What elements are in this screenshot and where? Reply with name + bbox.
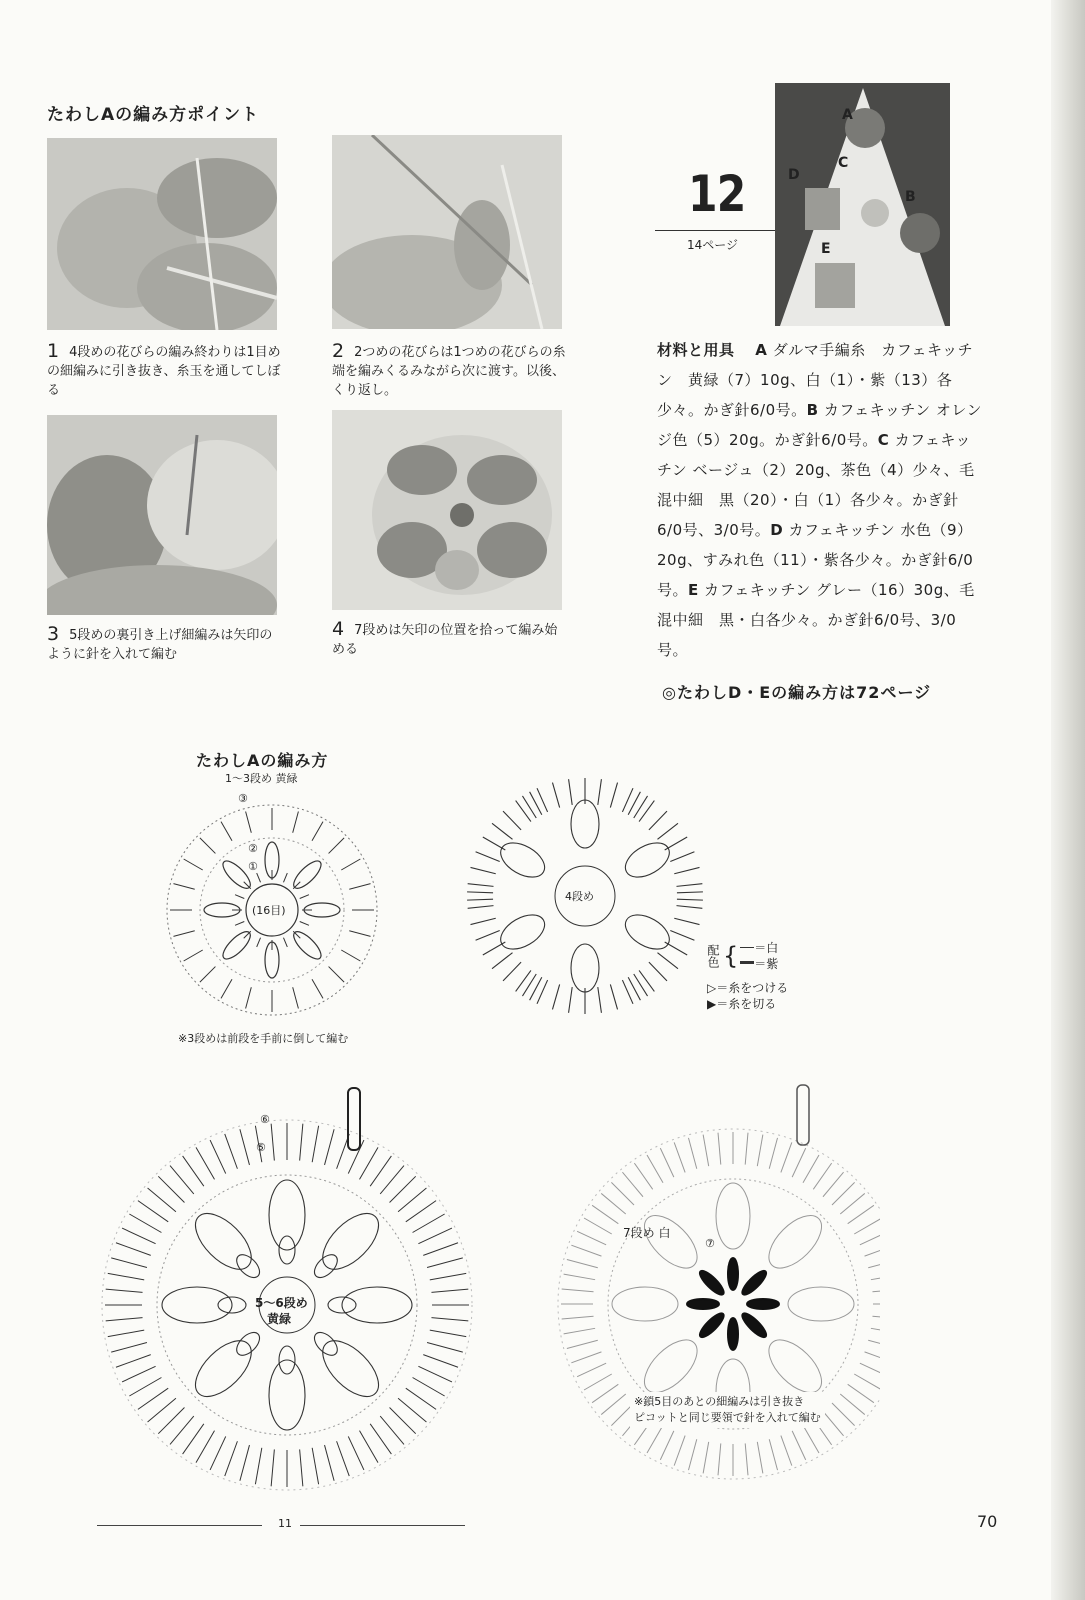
- petal-symbol: [313, 1331, 388, 1406]
- stitch-symbol: [341, 859, 360, 870]
- stitch-symbol: [745, 1443, 748, 1475]
- petal-symbol: [620, 836, 676, 884]
- stitch-symbol: [184, 950, 203, 961]
- stitch-symbol: [221, 979, 232, 998]
- stitch-symbol: [337, 1441, 350, 1476]
- petal-symbol: [186, 1331, 261, 1406]
- stitch-symbol: [577, 1231, 606, 1245]
- stitch-symbol: [380, 1416, 404, 1444]
- stitch-symbol: [246, 987, 252, 1008]
- stitch-symbol: [360, 1147, 379, 1179]
- stitch-symbol: [823, 1172, 844, 1197]
- materials-text: 材料と用具 A ダルマ手編糸 カフェキッチン 黄緑（7）10g、白（1）・紫（13）各少々。かぎ針6/0号。B カフェキッチン オレンジ色（5）20g。かぎ針6/0号。C カフェキッチン ベージュ（2）20g、茶色（4）少々、毛混中細 黒（20）・白（1）各少々。かぎ針6/0号、3/0号。D カフェキッチン 水色（9）20g、すみれ色（11）・紫各少々。かぎ針6/0号。E カフェキッチン グレー（16）30g、毛混中細 黒・白各少々。かぎ針6/0号、3/0号。: [657, 341, 982, 659]
- stitch-symbol: [138, 1388, 168, 1409]
- stitch-symbol: [757, 1442, 763, 1474]
- stitch-symbol: [312, 1448, 318, 1484]
- round56-color: 黄緑: [267, 1312, 292, 1326]
- stitch-symbol: [860, 1363, 880, 1377]
- stitch-symbol: [865, 1352, 880, 1363]
- stitch-symbol: [872, 1316, 880, 1319]
- stitch-symbol: [611, 1182, 634, 1205]
- petal-symbol: [571, 800, 599, 848]
- stitch-symbol: [312, 979, 323, 998]
- stitch-symbol: [406, 1201, 436, 1222]
- caption-step-4: 4 7段めは矢印の位置を拾って編み始める: [332, 618, 558, 657]
- chart-note-round3: ※3段めは前段を手前に倒して編む: [178, 1032, 349, 1045]
- stitch-symbol: [670, 852, 694, 862]
- stitch-symbol: [592, 1205, 618, 1223]
- stitch-symbol: [562, 1316, 594, 1319]
- stitch-symbol: [398, 1188, 426, 1212]
- petal-symbol: [495, 836, 551, 884]
- stitch-symbol: [283, 938, 287, 947]
- stitch-symbol: [468, 884, 494, 887]
- stitch-symbol: [300, 895, 309, 899]
- stitch-symbol: [601, 1193, 626, 1214]
- stitch-symbol: [503, 962, 521, 981]
- stitch-symbol: [360, 1431, 379, 1463]
- petal-symbol: [687, 1299, 719, 1309]
- stitch-symbol: [183, 1156, 204, 1186]
- stitch-symbol: [665, 837, 688, 850]
- stitch-symbol: [129, 1378, 161, 1397]
- petal-symbol: [788, 1287, 854, 1321]
- stitch-symbol: [677, 899, 703, 900]
- stitch-symbol: [657, 953, 677, 969]
- petal-symbol: [760, 1331, 831, 1402]
- stitch-symbol: [865, 1245, 880, 1256]
- petal-symbol: [620, 908, 676, 956]
- stitch-symbol: [871, 1328, 880, 1334]
- stitch-symbol: [840, 1193, 865, 1214]
- stitch-symbol: [516, 970, 531, 991]
- stitch-symbol: [380, 1166, 404, 1194]
- stitch-symbol: [138, 1201, 168, 1222]
- stitch-symbol: [431, 1289, 468, 1292]
- stitch-symbol: [832, 1182, 855, 1205]
- stitch-symbol: [665, 942, 688, 955]
- stitch-symbol: [349, 931, 370, 937]
- stitch-symbol: [173, 884, 194, 890]
- stitch-symbol: [803, 1425, 819, 1453]
- stitch-symbol: [522, 974, 536, 996]
- diagram-round-7: [535, 1082, 880, 1500]
- caption-step-3: 3 5段めの裏引き上げ細編みは矢印のように針を入れて編む: [47, 623, 273, 662]
- stitch-symbol: [703, 1442, 709, 1474]
- stitch-symbol: [703, 1135, 709, 1167]
- page-reference: 14ページ: [687, 238, 739, 252]
- stitch-symbol: [148, 1188, 176, 1212]
- stitch-symbol: [390, 1176, 416, 1202]
- stitch-symbol: [431, 1318, 468, 1321]
- petal-symbol: [635, 1206, 706, 1277]
- stitch-symbol: [200, 838, 216, 854]
- tree-photo: [775, 83, 950, 326]
- stitch-symbol: [111, 1258, 147, 1268]
- petal-symbol: [716, 1183, 750, 1249]
- stitch-symbol: [255, 1448, 261, 1484]
- stitch-symbol: [390, 1408, 416, 1434]
- stitch-symbol: [492, 953, 512, 969]
- stitch-symbol: [240, 1129, 250, 1165]
- stitch-symbol: [674, 1142, 685, 1172]
- diagram-round-4: [450, 758, 735, 1038]
- petal-symbol: [760, 1206, 831, 1277]
- stitch-symbol: [341, 950, 360, 961]
- stitch-symbol: [418, 1228, 452, 1244]
- stitch-symbol: [111, 1343, 147, 1353]
- stitch-symbol: [471, 918, 496, 924]
- petal-symbol: [739, 1268, 769, 1298]
- stitch-symbol: [718, 1133, 721, 1165]
- stitch-symbol: [860, 1231, 880, 1245]
- stitch-symbol: [349, 884, 370, 890]
- points-title: たわしAの編み方ポイント: [47, 105, 260, 125]
- stitch-symbol: [769, 1138, 777, 1169]
- color-legend: 配色 { ＝白 ＝紫 ▷＝糸をつける ▶＝糸を切る: [706, 941, 789, 1011]
- photo-step-3: [47, 415, 277, 615]
- stitch-symbol: [148, 1398, 176, 1422]
- petal-symbol: [269, 1360, 305, 1430]
- footer-rule-left: [97, 1525, 262, 1526]
- stitch-symbol: [823, 1411, 844, 1436]
- stitch-symbol: [832, 1403, 855, 1426]
- stitch-symbol: [840, 1394, 865, 1415]
- tree-label-c: C: [838, 155, 849, 171]
- stitch-symbol: [430, 1273, 466, 1279]
- stitch-symbol: [370, 1424, 391, 1454]
- stitch-symbol: [552, 984, 559, 1009]
- caption-step-1: 1 4段めの花びらの編み終わりは1目めの細編みに引き抜き、糸玉を通してしぼる: [47, 340, 281, 398]
- stitch-symbol: [200, 967, 216, 983]
- stitch-symbol: [564, 1274, 596, 1280]
- tree-label-b: B: [905, 189, 916, 205]
- stitch-symbol: [476, 852, 500, 862]
- stitch-symbol: [122, 1228, 156, 1244]
- stitch-symbol: [271, 1124, 274, 1161]
- stitch-symbol: [122, 1366, 156, 1382]
- tree-label-e: E: [821, 241, 831, 257]
- stitch-symbol: [471, 867, 496, 873]
- stitch-symbol: [225, 1134, 238, 1169]
- stitch-symbol: [872, 1289, 880, 1292]
- stitch-symbol: [571, 1245, 601, 1256]
- stitch-symbol: [569, 987, 573, 1013]
- stitch-symbol: [670, 930, 694, 940]
- stitch-symbol: [848, 1384, 874, 1402]
- center-label: (16目): [252, 904, 286, 917]
- petal-symbol: [269, 1180, 305, 1250]
- round-mark-5: ⑤: [256, 1141, 266, 1154]
- stitch-symbol: [564, 1328, 596, 1334]
- stitch-symbol: [674, 918, 699, 924]
- stitch-symbol: [240, 1445, 250, 1481]
- stitch-symbol: [610, 984, 617, 1009]
- stitch-symbol: [108, 1273, 144, 1279]
- stitch-symbol: [492, 823, 512, 839]
- stitch-symbol: [106, 1289, 143, 1292]
- stitch-symbol: [173, 931, 194, 937]
- stitch-symbol: [757, 1135, 763, 1167]
- stitch-symbol: [183, 1424, 204, 1454]
- stitch-symbol: [196, 1431, 215, 1463]
- stitch-symbol: [483, 837, 506, 850]
- stitch-symbol: [257, 873, 261, 882]
- stitch-symbol: [106, 1318, 143, 1321]
- cut-icon: ▶: [707, 997, 717, 1011]
- stitch-symbol: [293, 987, 299, 1008]
- page-spine-shadow: [1051, 0, 1085, 1600]
- round7-note: ※鎖5目のあとの細編みは引き抜き ピコットと同じ要領で針を入れて編む: [630, 1392, 825, 1428]
- page-number: 70: [977, 1512, 998, 1531]
- petal-symbol: [739, 1310, 769, 1340]
- stitch-symbol: [639, 970, 654, 991]
- stitch-symbol: [676, 884, 702, 887]
- stitch-symbol: [348, 1436, 364, 1470]
- photo-step-4: [332, 410, 562, 610]
- stitch-symbol: [584, 1374, 612, 1390]
- stitch-symbol: [418, 1366, 452, 1382]
- petal-symbol: [186, 1204, 261, 1279]
- stitch-symbol: [293, 811, 299, 832]
- legend-purple: ＝紫: [754, 957, 779, 971]
- stitch-symbol: [745, 1133, 748, 1165]
- item-number-rule: [655, 230, 775, 231]
- chart-subtitle: 1〜3段め 黄緑: [225, 772, 298, 785]
- stitch-symbol: [467, 899, 493, 900]
- stitch-symbol: [584, 1218, 612, 1234]
- round-mark-2: ②: [248, 842, 258, 855]
- stitch-symbol: [312, 822, 323, 841]
- stitch-symbol: [803, 1155, 819, 1183]
- stitch-symbol: [325, 1129, 335, 1165]
- stitch-symbol: [868, 1259, 880, 1267]
- stitch-symbol: [170, 1166, 194, 1194]
- materials-label: 材料と用具: [657, 341, 735, 359]
- stitch-symbol: [567, 1259, 598, 1267]
- stitch-symbol: [116, 1243, 151, 1256]
- stitch-symbol: [348, 1140, 364, 1174]
- stitch-symbol: [676, 906, 702, 909]
- stitch-symbol: [634, 974, 648, 996]
- stitch-symbol: [235, 921, 244, 925]
- stitch-symbol: [467, 892, 493, 893]
- stitch-symbol: [660, 1148, 674, 1177]
- stitch-symbol: [210, 1140, 226, 1174]
- stitch-symbol: [792, 1431, 806, 1460]
- stitch-symbol: [246, 811, 252, 832]
- stitch-symbol: [868, 1340, 880, 1348]
- stitch-symbol: [503, 811, 521, 830]
- photo-step-1: [47, 138, 277, 330]
- photo-step-2: [332, 135, 562, 329]
- stitch-symbol: [569, 779, 573, 805]
- stitch-symbol: [257, 938, 261, 947]
- stitch-symbol: [649, 811, 667, 830]
- stitch-symbol: [639, 801, 654, 822]
- stitch-symbol: [398, 1398, 426, 1422]
- stitch-symbol: [427, 1258, 463, 1268]
- round-mark-7: ⑦: [705, 1237, 715, 1250]
- stitch-symbol: [792, 1148, 806, 1177]
- stitch-symbol: [108, 1330, 144, 1336]
- stitch-symbol: [562, 1289, 594, 1292]
- stitch-symbol: [170, 1416, 194, 1444]
- round4-label: 4段め: [565, 890, 594, 903]
- stitch-symbol: [657, 823, 677, 839]
- stitch-symbol: [813, 1163, 831, 1189]
- petal-symbol: [313, 1204, 388, 1279]
- tree-label-a: A: [842, 107, 853, 123]
- tree-label-d: D: [788, 167, 800, 183]
- petal-symbol: [612, 1287, 678, 1321]
- stitch-symbol: [592, 1384, 618, 1402]
- stitch-symbol: [516, 801, 531, 822]
- stitch-symbol: [430, 1330, 466, 1336]
- stitch-symbol: [601, 1394, 626, 1415]
- round-mark-6: ⑥: [260, 1113, 270, 1126]
- stitch-symbol: [634, 1163, 652, 1189]
- stitch-symbol: [598, 779, 602, 805]
- stitch-symbol: [871, 1274, 880, 1280]
- stitch-symbol: [413, 1378, 445, 1397]
- stitch-symbol: [848, 1205, 874, 1223]
- stitch-symbol: [300, 1449, 303, 1486]
- stitch-symbol: [283, 873, 287, 882]
- stitch-symbol: [647, 1155, 663, 1183]
- stitch-symbol: [235, 895, 244, 899]
- stitch-symbol: [571, 1352, 601, 1363]
- caption-step-2: 2 2つめの花びらは1つめの花びらの糸端を編みくるみながら次に渡す。以後、くり返し。: [332, 340, 566, 398]
- stitch-symbol: [598, 987, 602, 1013]
- stitch-symbol: [552, 783, 559, 808]
- stitch-symbol: [271, 1449, 274, 1486]
- petal-symbol: [697, 1268, 727, 1298]
- inner-page-number: 11: [278, 1517, 292, 1530]
- stitch-symbol: [129, 1214, 161, 1233]
- stitch-symbol: [300, 1124, 303, 1161]
- petal-symbol: [342, 1287, 412, 1323]
- stitch-symbol: [210, 1436, 226, 1470]
- stitch-symbol: [854, 1374, 880, 1390]
- petal-symbol: [571, 944, 599, 992]
- stitch-symbol: [483, 942, 506, 955]
- stitch-symbol: [647, 1425, 663, 1453]
- round-mark-3: ③: [238, 792, 248, 805]
- stitch-symbol: [674, 1436, 685, 1466]
- stitch-symbol: [184, 859, 203, 870]
- stitch-symbol: [854, 1218, 880, 1234]
- stitch-symbol: [468, 906, 494, 909]
- round7-label: 7段め 白: [623, 1226, 671, 1240]
- stitch-symbol: [688, 1439, 696, 1470]
- petal-symbol: [495, 908, 551, 956]
- legend-attach: ＝糸をつける: [716, 981, 789, 995]
- stitch-symbol: [325, 1445, 335, 1481]
- legend-white: ＝白: [754, 941, 779, 955]
- reference-note: ◎たわしD・Eの編み方は72ページ: [662, 683, 932, 702]
- stitch-symbol: [406, 1388, 436, 1409]
- stitch-symbol: [781, 1436, 792, 1466]
- stitch-symbol: [677, 892, 703, 893]
- diagram-rounds-1-3: [160, 792, 385, 1023]
- petal-symbol: [697, 1310, 727, 1340]
- stitch-symbol: [718, 1443, 721, 1475]
- footer-rule-right: [300, 1525, 465, 1526]
- stitch-symbol: [577, 1363, 606, 1377]
- stitch-symbol: [158, 1176, 184, 1202]
- stitch-symbol: [158, 1408, 184, 1434]
- stitch-symbol: [312, 1126, 318, 1162]
- stitch-symbol: [300, 921, 309, 925]
- stitch-symbol: [196, 1147, 215, 1179]
- stitch-symbol: [225, 1441, 238, 1476]
- petal-symbol: [728, 1318, 738, 1350]
- stitch-symbol: [649, 962, 667, 981]
- petal-symbol: [635, 1331, 706, 1402]
- stitch-symbol: [329, 967, 345, 983]
- petal-symbol: [162, 1287, 232, 1323]
- stitch-symbol: [116, 1355, 151, 1368]
- stitch-symbol: [329, 838, 345, 854]
- stitch-symbol: [370, 1156, 391, 1186]
- stitch-symbol: [413, 1214, 445, 1233]
- stitch-symbol: [688, 1138, 696, 1169]
- stitch-symbol: [634, 796, 648, 818]
- stitch-symbol: [660, 1431, 674, 1460]
- stitch-symbol: [622, 1172, 643, 1197]
- diagram-rounds-5-6: [90, 1085, 490, 1500]
- chart-title: たわしAの編み方: [196, 751, 329, 770]
- petal-symbol: [728, 1258, 738, 1290]
- attach-icon: ▷: [707, 981, 717, 995]
- stitch-symbol: [221, 822, 232, 841]
- stitch-symbol: [423, 1355, 458, 1368]
- stitch-symbol: [674, 867, 699, 873]
- petal-symbol: [747, 1299, 779, 1309]
- item-number: 12: [688, 165, 746, 223]
- stitch-symbol: [522, 796, 536, 818]
- round56-label: 5〜6段め: [255, 1296, 308, 1310]
- stitch-symbol: [567, 1340, 598, 1348]
- stitch-symbol: [769, 1439, 777, 1470]
- round-mark-1: ①: [248, 860, 258, 873]
- stitch-symbol: [781, 1142, 792, 1172]
- legend-label: 配色: [706, 944, 720, 968]
- stitch-symbol: [476, 930, 500, 940]
- stitch-symbol: [423, 1243, 458, 1256]
- stitch-symbol: [427, 1343, 463, 1353]
- legend-cut: ＝糸を切る: [716, 997, 777, 1011]
- stitch-symbol: [610, 783, 617, 808]
